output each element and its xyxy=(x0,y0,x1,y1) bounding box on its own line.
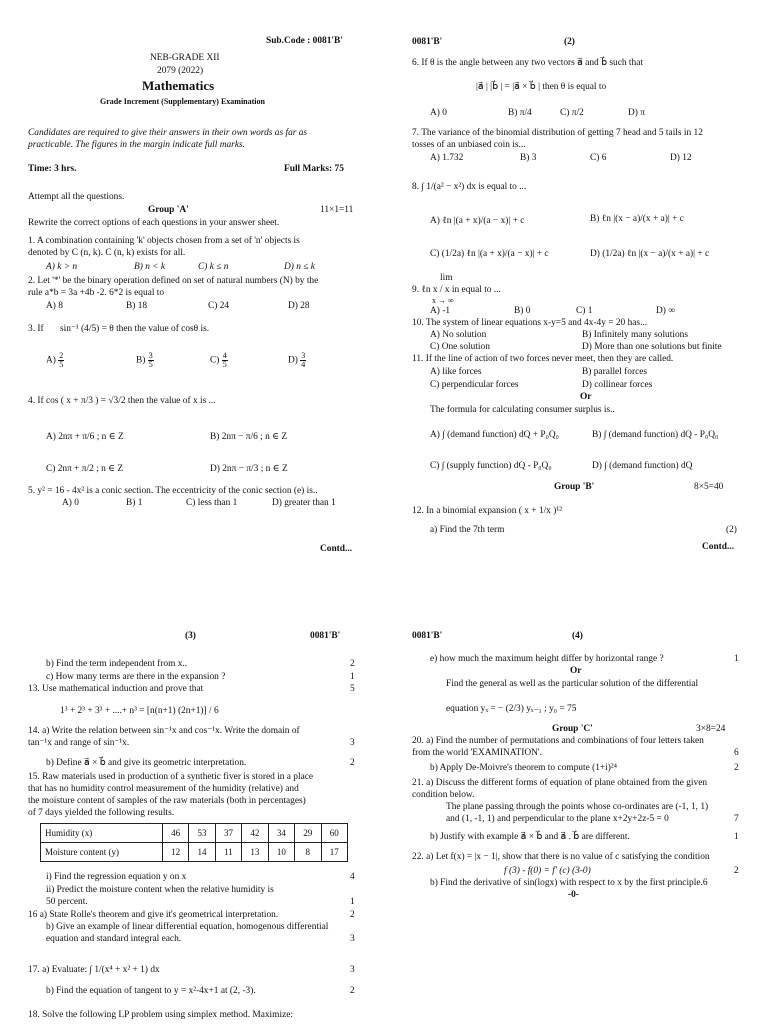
q14b-marks: 2 xyxy=(350,758,355,768)
group-b-marks: 8×5=40 xyxy=(694,482,724,492)
q14a-line-1: 14. a) Write the relation between sin⁻¹x and cos⁻¹x. Write the domain of xyxy=(28,726,300,736)
q10-option-c: C) One solution xyxy=(430,342,490,352)
q4-option-a: A) 2nπ + π/6 ; n ∈ Z xyxy=(46,432,124,442)
q6-option-b: B) π/4 xyxy=(508,108,532,118)
table-cell: 46 xyxy=(162,824,188,843)
q13-marks: 5 xyxy=(350,684,355,694)
q16b-line-2: equation and standard integral each. xyxy=(46,934,182,944)
group-b-heading: Group 'B' xyxy=(554,482,595,492)
q11-alt-option-b: B) ∫ (demand function) dQ - P₀Q₀ xyxy=(592,430,719,440)
q12c-marks: 1 xyxy=(350,672,355,682)
q22-condition: f (3) - f(0) = f′ (c) (3-0) xyxy=(504,866,591,876)
q14a-line-2: tan⁻¹x and range of sin⁻¹x. xyxy=(28,738,130,748)
q6-option-a: A) 0 xyxy=(430,108,447,118)
q21-plane-line-2: and (1, -1, 1) and perpendicular to the plane x+2y+2z-5 = 0 xyxy=(446,814,669,824)
q15i-text: i) Find the regression equation y on x xyxy=(46,872,187,882)
table-cell: 11 xyxy=(215,843,241,862)
page-number: (3) xyxy=(185,631,196,641)
q4-text: 4. If cos ( x + π/3 ) = √3/2 then the value of x is ... xyxy=(28,396,216,406)
q11-alt-option-d: D) ∫ (demand function) dQ xyxy=(592,461,693,471)
q1-line-1: 1. A combination containing 'k' objects chosen from a set of 'n' objects is xyxy=(28,236,300,246)
table-cell: 60 xyxy=(321,824,347,843)
page-3 xyxy=(0,580,384,1024)
q5-option-b: B) 1 xyxy=(126,498,143,508)
q4-option-c: C) 2nπ + π/2 ; n ∈ Z xyxy=(46,464,124,474)
or-label: Or xyxy=(580,392,592,402)
q15ii-line-1: ii) Predict the moisture content when the relative humidity is xyxy=(46,885,274,895)
q9-lim: lim xyxy=(440,273,453,283)
q12-text: 12. In a binomial expansion ( x + 1/x )¹² xyxy=(412,506,562,516)
q8-text: 8. ∫ 1/(a² − x²) dx is equal to ... xyxy=(412,182,527,192)
q9-text: 9. ℓn x / x in equal to ... xyxy=(412,285,501,295)
q4-option-d: D) 2nπ − π/3 ; n ∈ Z xyxy=(210,464,288,474)
q7-line-2: tosses of an unbiased coin is... xyxy=(412,140,526,150)
q21a-marks: 7 xyxy=(734,814,739,824)
page-2 xyxy=(384,0,768,580)
q2-option-b: B) 18 xyxy=(126,301,148,311)
subject-code: Sub.Code : 0081'B' xyxy=(266,36,343,46)
q16a-marks: 2 xyxy=(350,910,355,920)
q11-option-d: D) collinear forces xyxy=(582,380,653,390)
q5-option-d: D) greater than 1 xyxy=(272,498,336,508)
q3-text: sin⁻¹ (4/5) = θ then the value of cosθ is. xyxy=(60,324,210,334)
table-cell: 13 xyxy=(242,843,268,862)
q2-option-a: A) 8 xyxy=(46,301,63,311)
q19-alt-equation: equation yₓ = − (2/3) yₓ₋₁ ; y₀ = 75 xyxy=(446,704,577,714)
q11-text: 11. If the line of action of two forces never meet, then they are called. xyxy=(412,354,674,364)
table-cell: 29 xyxy=(295,824,321,843)
q22b-text: b) Find the derivative of sin(logx) with respect to x by the first principle.6 xyxy=(430,878,708,888)
table-row xyxy=(41,843,348,862)
q9-option-a: A) -1 xyxy=(430,306,451,316)
q19-alt-text: Find the general as well as the particular solution of the differential xyxy=(446,679,699,689)
exam-year: 2079 (2022) xyxy=(157,66,204,76)
continued-label: Contd... xyxy=(702,542,735,552)
q15i-marks: 4 xyxy=(350,872,355,882)
q12b-text: b) Find the term independent from x.. xyxy=(46,659,188,669)
q20a-line-2: from the world 'EXAMINATION'. xyxy=(412,748,542,758)
q2-option-c: C) 24 xyxy=(208,301,230,311)
q12b-marks: 2 xyxy=(350,659,355,669)
q16b-line-1: b) Give an example of linear differential equation, homogenous differential xyxy=(46,922,329,932)
q7-option-a: A) 1.732 xyxy=(430,153,464,163)
q4-option-b: B) 2nπ − π/6 ; n ∈ Z xyxy=(210,432,288,442)
instruction-line-2: practicable. The figures in the margin indicate full marks. xyxy=(28,140,245,150)
q17b-text: b) Find the equation of tangent to y = x²-4x+1 at (2, -3). xyxy=(46,986,256,996)
exam-name: Grade Increment (Supplementary) Examination xyxy=(100,97,265,106)
group-c-marks: 3×8=24 xyxy=(696,724,726,734)
q21a-line-2: condition below. xyxy=(412,790,475,800)
rewrite-instruction: Rewrite the correct options of each questions in your answer sheet. xyxy=(28,218,280,228)
page-1 xyxy=(0,0,384,580)
q6-line-1: 6. If θ is the angle between any two vectors a⃗ and b⃗ such that xyxy=(412,58,643,68)
q19e-marks: 1 xyxy=(734,654,739,664)
group-c-heading: Group 'C' xyxy=(552,724,593,734)
time-allowed: Time: 3 hrs. xyxy=(28,164,77,174)
q12a-marks: (2) xyxy=(726,525,737,535)
or-label: Or xyxy=(570,666,582,676)
subject-code: 0081'B' xyxy=(412,631,443,641)
page-4 xyxy=(384,580,768,1024)
q8-option-d: D) (1/2a) ℓn |(x − a)/(x + a)| + c xyxy=(590,249,710,259)
q3-option-d: D) $\frac{3}{4}$ xyxy=(288,351,306,369)
q1-option-b: B) n < k xyxy=(134,262,166,272)
table-cell: Moisture content (y) xyxy=(41,843,163,862)
q18-text: 18. Solve the following LP problem using simplex method. Maximize: xyxy=(28,1010,293,1020)
end-mark: -0- xyxy=(568,890,579,900)
q17b-marks: 2 xyxy=(350,986,355,996)
q20b-marks: 2 xyxy=(734,763,739,773)
q15ii-marks: 1 xyxy=(350,897,355,907)
q7-option-c: C) 6 xyxy=(590,153,607,163)
q6-option-d: D) π xyxy=(628,108,645,118)
q16a-text: 16 a) State Rolle's theorem and give it's geometrical interpretation. xyxy=(28,910,279,920)
q6-option-c: C) π/2 xyxy=(560,108,584,118)
table-cell: 53 xyxy=(189,824,215,843)
group-a-heading: Group 'A' xyxy=(148,205,189,215)
q1-option-a: A) k > n xyxy=(46,262,78,272)
q11-alt-option-a: A) ∫ (demand function) dQ + P₀Q₀ xyxy=(430,430,559,440)
q15-line-3: the moisture content of samples of the raw materials (both in percentages) xyxy=(28,796,306,806)
table-cell: 34 xyxy=(268,824,294,843)
q9-option-c: C) 1 xyxy=(576,306,593,316)
table-cell: 17 xyxy=(321,843,347,862)
q10-option-d: D) More than one solutions but finite xyxy=(582,342,722,352)
q2-line-2: rule a*b = 3a +4b -2. 6*2 is equal to xyxy=(28,288,165,298)
q10-option-b: B) Infinitely many solutions xyxy=(582,330,688,340)
q22a-marks: 2 xyxy=(734,866,739,876)
table-cell: 8 xyxy=(295,843,321,862)
q1-option-c: C) k ≤ n xyxy=(198,262,229,272)
q5-option-a: A) 0 xyxy=(62,498,79,508)
table-cell: 42 xyxy=(242,824,268,843)
q7-line-1: 7. The variance of the binomial distribution of getting 7 head and 5 tails in 12 xyxy=(412,128,703,138)
q15ii-line-2: 50 percent. xyxy=(46,897,88,907)
q2-line-1: 2. Let '*' be the binary operation defined on set of natural numbers (N) by the xyxy=(28,276,319,286)
table-cell: 37 xyxy=(215,824,241,843)
page-number: (4) xyxy=(572,631,583,641)
q19e-text: e) how much the maximum height differ by horizontal range ? xyxy=(430,654,664,664)
page-number: (2) xyxy=(564,37,575,47)
q12c-text: c) How many terms are there in the expansion ? xyxy=(46,672,226,682)
attempt-instruction: Attempt all the questions. xyxy=(28,192,125,202)
q8-option-c: C) (1/2a) ℓn |(a + x)/(a − x)| + c xyxy=(430,249,549,259)
table-cell: Humidity (x) xyxy=(41,824,163,843)
q11-option-b: B) parallel forces xyxy=(582,367,648,377)
subject-code: 0081'B' xyxy=(412,37,443,47)
table-cell: 10 xyxy=(268,843,294,862)
q21-plane-line-1: The plane passing through the points whose co-ordinates are (-1, 1, 1) xyxy=(446,802,709,812)
q12a-text: a) Find the 7th term xyxy=(430,525,505,535)
q8-option-b: B) ℓn |(x − a)/(x + a)| + c xyxy=(590,214,684,224)
q11-option-a: A) like forces xyxy=(430,367,482,377)
q20b-text: b) Apply De-Moivre's theorem to compute (1+i)²⁴ xyxy=(430,763,617,773)
q7-option-d: D) 12 xyxy=(670,153,692,163)
q1-line-2: denoted by C (n, k). C (n, k) exists for all. xyxy=(28,248,186,258)
q7-option-b: B) 3 xyxy=(520,153,537,163)
board-name: NEB-GRADE XII xyxy=(150,53,220,63)
q8-option-a: A) ℓn |(a + x)/(a − x)| + c xyxy=(430,216,525,226)
continued-label: Contd... xyxy=(320,544,353,554)
full-marks: Full Marks: 75 xyxy=(284,164,344,174)
q21a-line-1: 21. a) Discuss the different forms of equation of plane obtained from the given xyxy=(412,778,708,788)
table-row xyxy=(41,824,348,843)
humidity-table xyxy=(40,823,348,862)
q10-text: 10. The system of linear equations x-y=5 and 4x-4y = 20 has... xyxy=(412,318,648,328)
q14b-text: b) Define a⃗ × b⃗ and give its geometric interpretation. xyxy=(46,758,247,768)
q3-option-c: C) $\frac{4}{5}$ xyxy=(210,351,227,369)
q5-option-c: C) less than 1 xyxy=(186,498,238,508)
table-cell: 14 xyxy=(189,843,215,862)
q9-option-d: D) ∞ xyxy=(656,306,675,316)
q15-line-2: that has no humidity control measurement of the humidity (relative) and xyxy=(28,784,299,794)
q22a-text: 22. a) Let f(x) = |x − 1|, show that there is no value of c satisfying the condition xyxy=(412,852,710,862)
q20a-line-1: 20. a) Find the number of permutations and combinations of four letters taken xyxy=(412,736,704,746)
group-a-marks: 11×1=11 xyxy=(320,205,354,215)
q11-alt-text: The formula for calculating consumer surplus is.. xyxy=(430,405,615,415)
q16b-marks: 3 xyxy=(350,934,355,944)
q13-formula: 1³ + 2³ + 3³ + ....+ n³ = [n(n+1) (2n+1)] / 6 xyxy=(60,706,219,716)
subject-code: 0081'B' xyxy=(310,631,341,641)
instruction-line-1: Candidates are required to give their answers in their own words as far as xyxy=(28,128,308,138)
q9-limit-sub: x → ∞ xyxy=(432,296,454,305)
q9-option-b: B) 0 xyxy=(514,306,531,316)
q15-line-4: of 7 days yielded the following results. xyxy=(28,808,175,818)
q17a-text: 17. a) Evaluate: ∫ 1/(x⁴ + x² + 1) dx xyxy=(28,965,160,975)
q6-line-2: |a⃗ | |b⃗ | = |a⃗ × b⃗ | then θ is equal to xyxy=(476,82,607,92)
q21b-text: b) Justify with example a⃗ × b⃗ and a⃗ . b⃗ are different. xyxy=(430,832,630,842)
q1-option-d: D) n ≤ k xyxy=(284,262,315,272)
q15-line-1: 15. Raw materials used in production of a synthetic fiver is stored in a place xyxy=(28,772,314,782)
q3-option-b: B) $\frac{3}{5}$ xyxy=(136,351,153,369)
q2-option-d: D) 28 xyxy=(288,301,310,311)
q20a-marks: 6 xyxy=(734,748,739,758)
table-cell: 12 xyxy=(162,843,188,862)
q10-option-a: A) No solution xyxy=(430,330,487,340)
q11-option-c: C) perpendicular forces xyxy=(430,380,519,390)
q13-text: 13. Use mathematical induction and prove that xyxy=(28,684,204,694)
q11-alt-option-c: C) ∫ (supply function) dQ - P₀Q₀ xyxy=(430,461,552,471)
subject-title: Mathematics xyxy=(142,78,215,93)
q14a-marks: 3 xyxy=(350,738,355,748)
q5-text: 5. y² = 16 - 4x² is a conic section. The eccentricity of the conic section (e) is.. xyxy=(28,486,318,496)
q17a-marks: 3 xyxy=(350,965,355,975)
q21b-marks: 1 xyxy=(734,832,739,842)
q3-option-a: A) $\frac{2}{5}$ xyxy=(46,351,64,369)
q3-prefix: 3. If xyxy=(28,324,44,334)
